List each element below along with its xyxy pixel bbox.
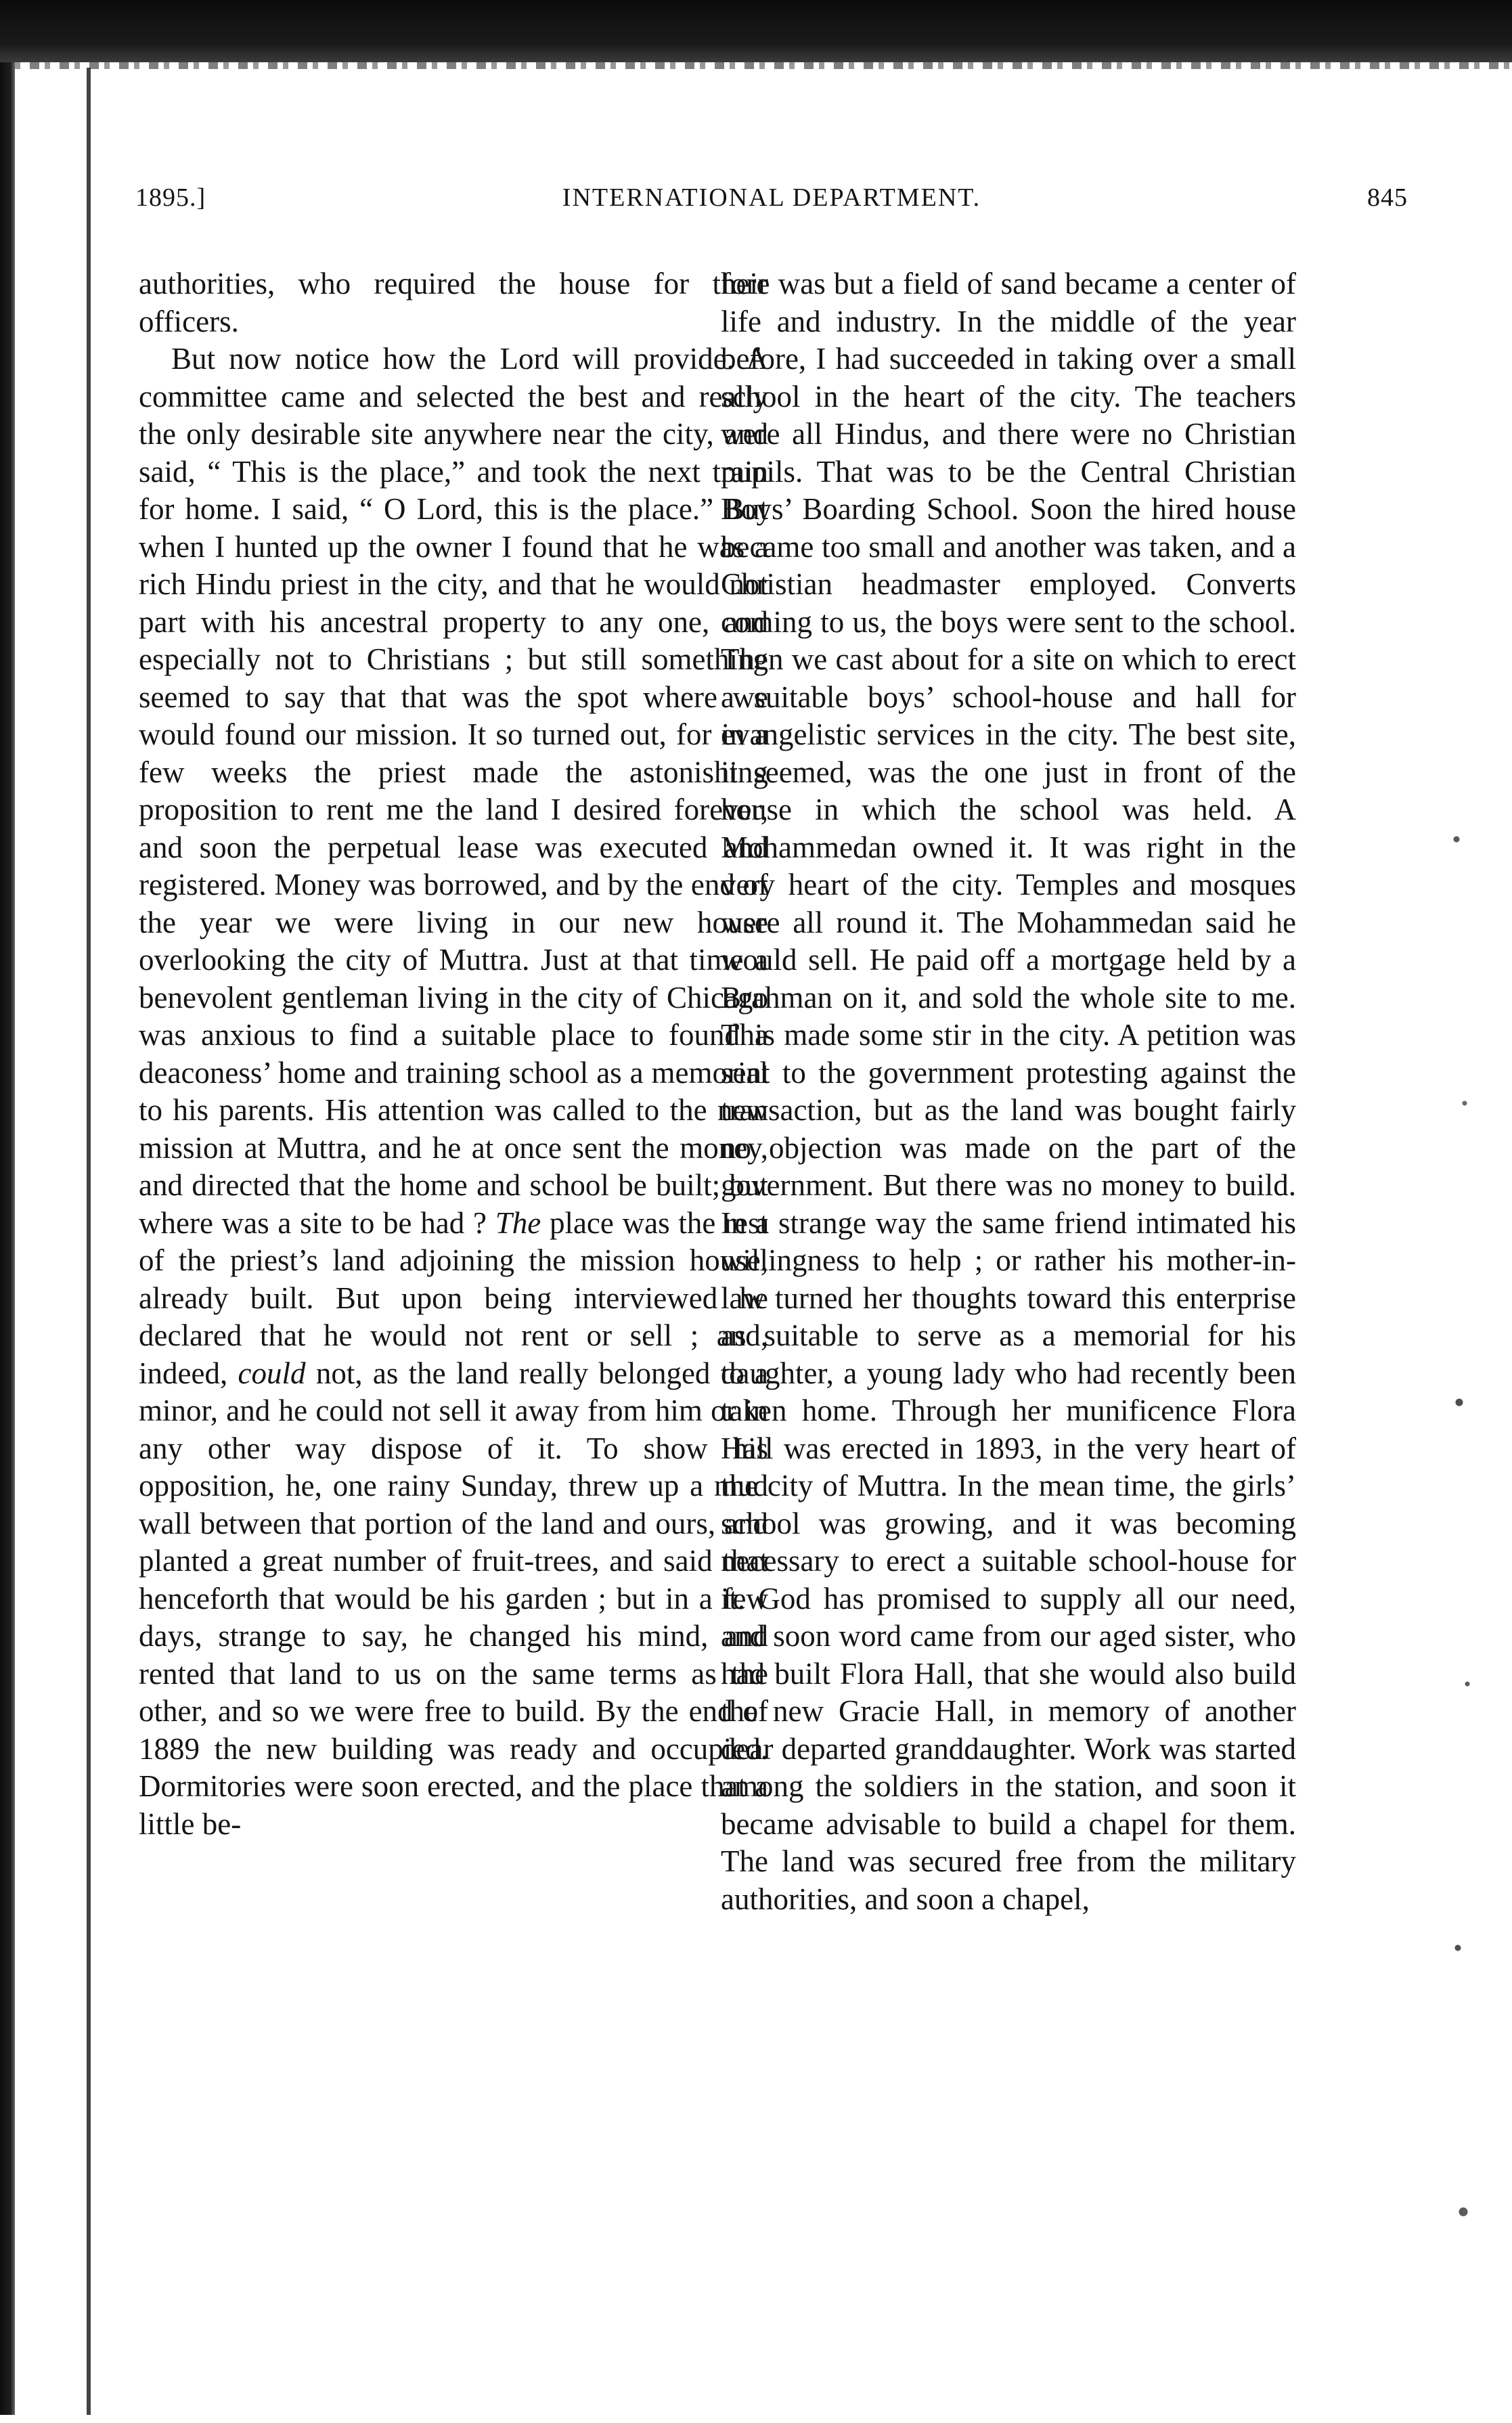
right-column — [721, 265, 1296, 1918]
header-section-title: INTERNATIONAL DEPARTMENT. — [562, 183, 981, 212]
scan-top-edge — [0, 62, 1512, 69]
scan-top-border — [0, 0, 1512, 62]
running-head — [135, 183, 1408, 223]
left-paragraph-2-italic-could: could — [238, 1356, 306, 1390]
left-paragraph-2-text: But now notice how the Lord will provide. A committee came and selected the best and really the only desirable site anywhere near the city, and said, “ This is the place,” and took the next train for home. I said, “ O Lord, this is the place.” But when I hunted up the owner I found that he was a rich Hindu priest in the city, and that he would not part with his ancestral property to any one, and especially not to Christians ; but still something seemed to say that that was the spot where we would found our mission. It so turned out, for in a few weeks the priest made the astonishing proposition to rent me the land I desired forever, and soon the perpetual lease was executed and registered. Money was borrowed, and by the end of the year we were living in our new house overlooking the city of Muttra. Just at that time a benevolent gentleman living in the city of Chicago was anxious to find a suitable place to found a deaconess’ home and training school as a memorial to his parents. His attention was called to the new mission at Muttra, and he at once sent the money, and directed that the home and school be built; but where was a site to be had ? — [139, 342, 768, 1240]
left-paragraph-1: authorities, who required the house for their officers. — [139, 267, 768, 338]
left-paragraph-2-end: not, as the land really belonged to a minor, and he could not sell it away from him or in any other way dispose of it. To show his opposition, he, one rainy Sunday, threw up a mud wall between that portion of the land and ours, and planted a great number of fruit-trees, and said that henceforth that would be his garden ; but in a few days, strange to say, he changed his mind, and rented that land to us on the same terms as the other, and so we were free to build. By the end of 1889 the new building was ready and occupied. Dormitories were soon erected, and the place that a little be- — [139, 1356, 769, 1841]
page-number: 845 — [1367, 183, 1408, 212]
header-year: 1895.] — [135, 183, 206, 212]
page-gutter-line — [87, 68, 91, 2415]
scan-right-speckles — [1448, 663, 1475, 2423]
left-paragraph-2-italic-the: The — [495, 1205, 541, 1240]
left-paragraph-2-continued: place was the rest of the priest’s land adjoining the mission house, already built. But upon being interviewed he declared that he would not rent or sell ; and, indeed, — [139, 1205, 769, 1390]
right-paragraph-1: fore was but a field of sand became a center of life and industry. In the middle of the year before, I had succeeded in taking over a small school in the heart of the city. The teachers were all Hindus, and there were no Christian pupils. That was to be the Central Christian Boys’ Boarding School. Soon the hired house became too small and another was taken, and a Christian headmaster employed. Converts coming to us, the boys were sent to the school. Then we cast about for a site on which to erect a suitable boys’ school-house and hall for evangelistic services in the city. The best site, it seemed, was the one just in front of the house in which the school was held. A Mohammedan owned it. It was right in the very heart of the city. Temples and mosques were all round it. The Mohammedan said he would sell. He paid off a mortgage held by a Brahman on it, and sold the whole site to me. This made some stir in the city. A petition was sent to the government protesting against the transaction, but as the land was bought fairly no objection was made on the part of the government. But there was no money to build. In a strange way the same friend intimated his willingness to help ; or rather his mother-in-law turned her thoughts toward this enterprise as suitable to serve as a memorial for his daughter, a young lady who had recently been taken home. Through her munificence Flora Hall was erected in 1893, in the very heart of the city of Muttra. In the mean time, the girls’ school was growing, and it was becoming necessary to erect a suitable school-house for it. God has promised to supply all our need, and soon word came from our aged sister, who had built Flora Hall, that she would also build the new Gracie Hall, in memory of another dear departed granddaughter. Work was started among the soldiers in the station, and soon it became advisable to build a chapel for them. The land was secured free from the military authorities, and soon a chapel, — [721, 267, 1296, 1916]
scan-left-border — [0, 62, 15, 2415]
left-column — [139, 265, 768, 1843]
left-paragraph-2 — [139, 340, 768, 1843]
